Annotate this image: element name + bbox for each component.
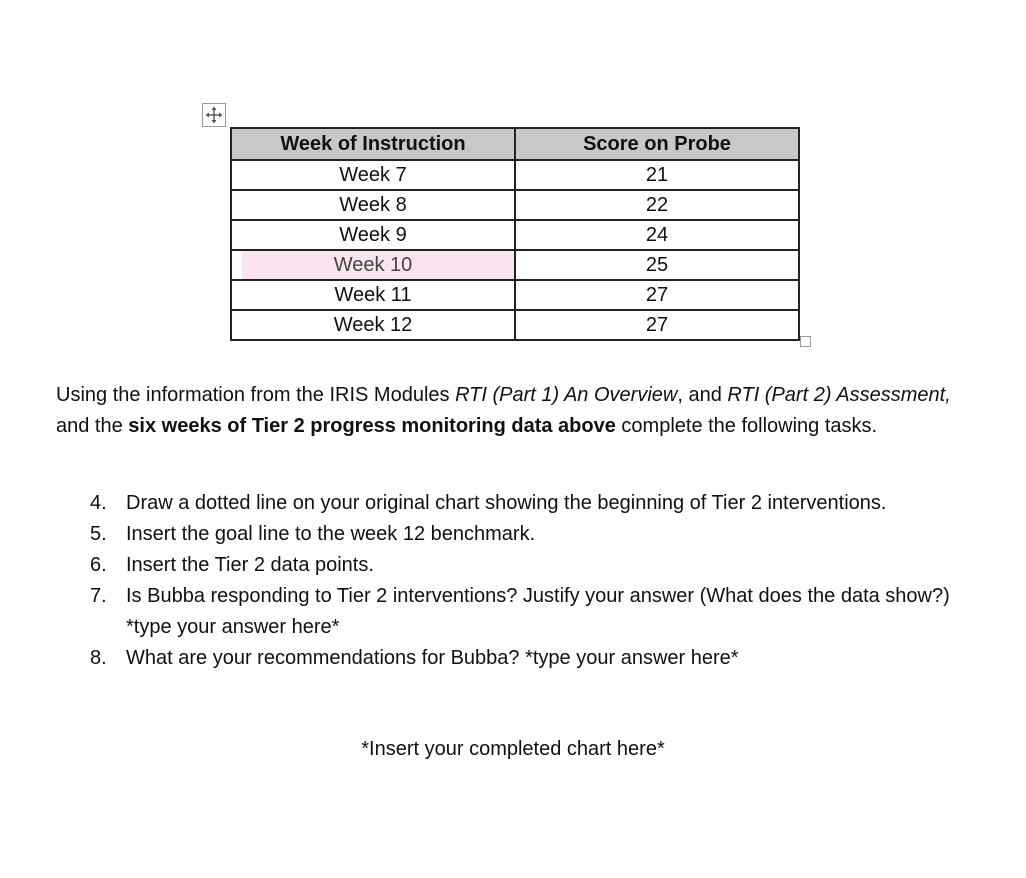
task-number: 8. bbox=[90, 647, 107, 669]
intro-emphasis: six weeks of Tier 2 progress monitoring data above bbox=[128, 415, 616, 437]
intro-text: , and bbox=[677, 384, 728, 406]
score-cell[interactable]: 27 bbox=[515, 280, 799, 310]
task-text: What are your recommendations for Bubba? *type your answer here* bbox=[126, 647, 739, 669]
table-row bbox=[231, 250, 799, 280]
week-cell[interactable]: Week 8 bbox=[231, 190, 515, 220]
task-list bbox=[90, 488, 970, 674]
score-cell[interactable]: 27 bbox=[515, 310, 799, 340]
table-row bbox=[231, 160, 799, 190]
task-text: Insert the Tier 2 data points. bbox=[126, 554, 374, 576]
insert-chart-placeholder: *Insert your completed chart here* bbox=[361, 738, 665, 760]
table-row bbox=[231, 220, 799, 250]
module-title-part2: RTI (Part 2) Assessment, bbox=[727, 384, 951, 406]
intro-text: complete the following tasks. bbox=[615, 415, 878, 437]
list-item bbox=[90, 519, 970, 550]
header-score-on-probe[interactable]: Score on Probe bbox=[515, 128, 799, 160]
table-row bbox=[231, 280, 799, 310]
score-cell[interactable]: 25 bbox=[515, 250, 799, 280]
move-arrows-icon bbox=[205, 106, 223, 124]
week-cell[interactable]: Week 11 bbox=[231, 280, 515, 310]
table-move-handle[interactable] bbox=[202, 103, 226, 127]
list-item bbox=[90, 488, 970, 519]
table-resize-handle[interactable] bbox=[800, 336, 811, 347]
score-cell[interactable]: 21 bbox=[515, 160, 799, 190]
header-week-of-instruction[interactable]: Week of Instruction bbox=[231, 128, 515, 160]
probe-score-table bbox=[230, 127, 800, 341]
table-row bbox=[231, 310, 799, 340]
week-cell[interactable]: Week 9 bbox=[231, 220, 515, 250]
task-number: 5. bbox=[90, 523, 107, 545]
week-cell[interactable]: Week 12 bbox=[231, 310, 515, 340]
list-item bbox=[90, 550, 970, 581]
table-row bbox=[231, 190, 799, 220]
task-text: Insert the goal line to the week 12 benchmark. bbox=[126, 523, 536, 545]
table-header-row bbox=[231, 128, 799, 160]
task-text: Draw a dotted line on your original chart showing the beginning of Tier 2 interventions. bbox=[126, 492, 887, 514]
intro-text: Using the information from the IRIS Modules bbox=[56, 384, 456, 406]
score-cell[interactable]: 24 bbox=[515, 220, 799, 250]
list-item bbox=[90, 643, 970, 674]
score-cell[interactable]: 22 bbox=[515, 190, 799, 220]
instructions-paragraph bbox=[56, 380, 956, 442]
week-cell[interactable]: Week 7 bbox=[231, 160, 515, 190]
module-title-part1: RTI (Part 1) An Overview bbox=[455, 384, 678, 406]
intro-text: and the bbox=[56, 415, 129, 437]
week-cell-highlighted[interactable]: Week 10 bbox=[231, 250, 515, 280]
task-number: 7. bbox=[90, 585, 107, 607]
list-item bbox=[90, 581, 970, 643]
task-number: 6. bbox=[90, 554, 107, 576]
task-text: Is Bubba responding to Tier 2 interventions? Justify your answer (What does the data show?) *type your answer here* bbox=[126, 585, 950, 638]
task-number: 4. bbox=[90, 492, 107, 514]
